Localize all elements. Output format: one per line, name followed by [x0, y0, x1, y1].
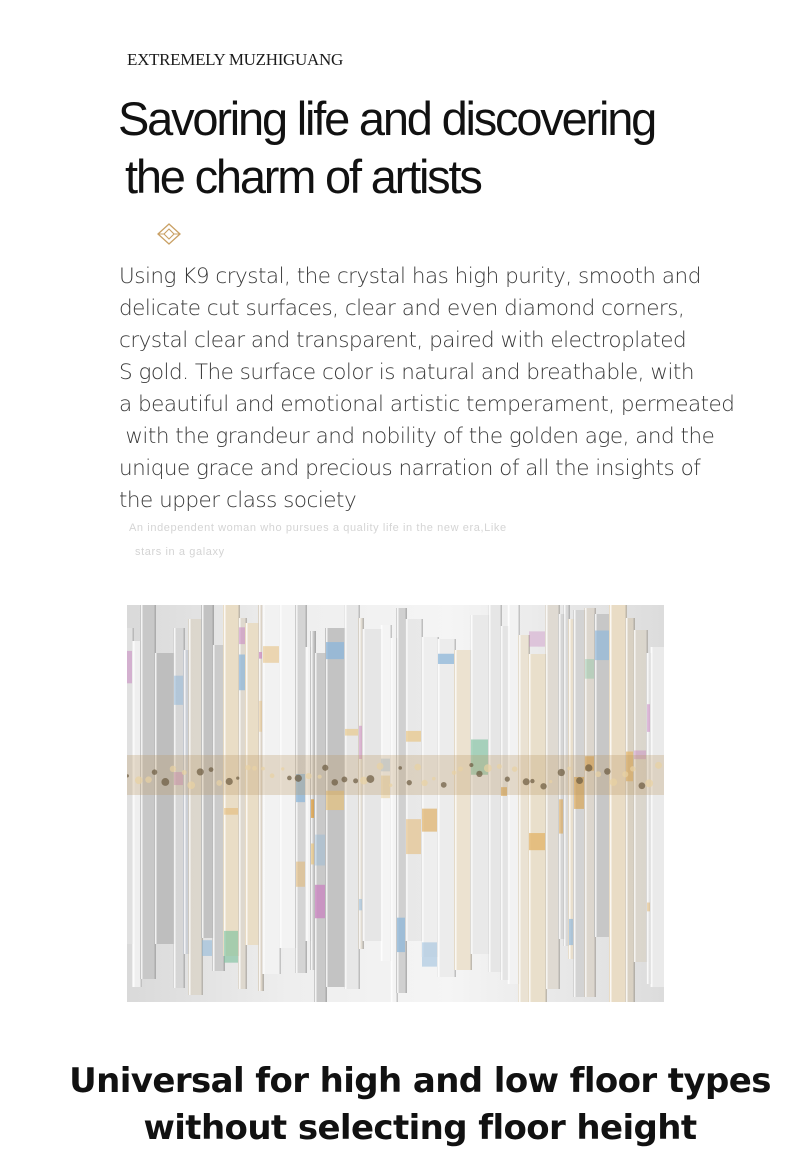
subtle-line: An independent woman who pursues a quality life in the new era,Like — [129, 522, 507, 534]
subtle-tagline — [129, 516, 507, 564]
headline-line-1: Savoring life and discovering — [118, 92, 656, 145]
crystal-chandelier-photo — [127, 605, 664, 1002]
crystal-closeup-image — [127, 605, 664, 1002]
feature-title-line-2: without selecting floor height — [143, 1108, 697, 1148]
diamond-ornament-icon — [155, 222, 183, 246]
description-line: unique grace and precious narration of all the insights of — [119, 456, 701, 481]
headline-line-2: the charm of artists — [125, 150, 481, 203]
description-line: a beautiful and emotional artistic temperament, permeated — [119, 392, 735, 417]
feature-title — [0, 1058, 790, 1152]
description-line: delicate cut surfaces, clear and even diamond corners, — [119, 296, 685, 321]
description-line: Using K9 crystal, the crystal has high purity, smooth and — [119, 264, 701, 289]
description-line: with the grandeur and nobility of the golden age, and the — [119, 424, 715, 449]
feature-title-line-1: Universal for high and low floor types — [69, 1061, 771, 1101]
description-line: crystal clear and transparent, paired with electroplated — [119, 328, 687, 353]
description-line: S gold. The surface color is natural and breathable, with — [119, 360, 694, 385]
product-description — [119, 261, 779, 517]
brand-name: EXTREMELY MUZHIGUANG — [127, 50, 343, 69]
headline — [118, 90, 758, 206]
subtle-line: stars in a galaxy — [135, 546, 225, 558]
description-line: the upper class society — [119, 488, 357, 513]
